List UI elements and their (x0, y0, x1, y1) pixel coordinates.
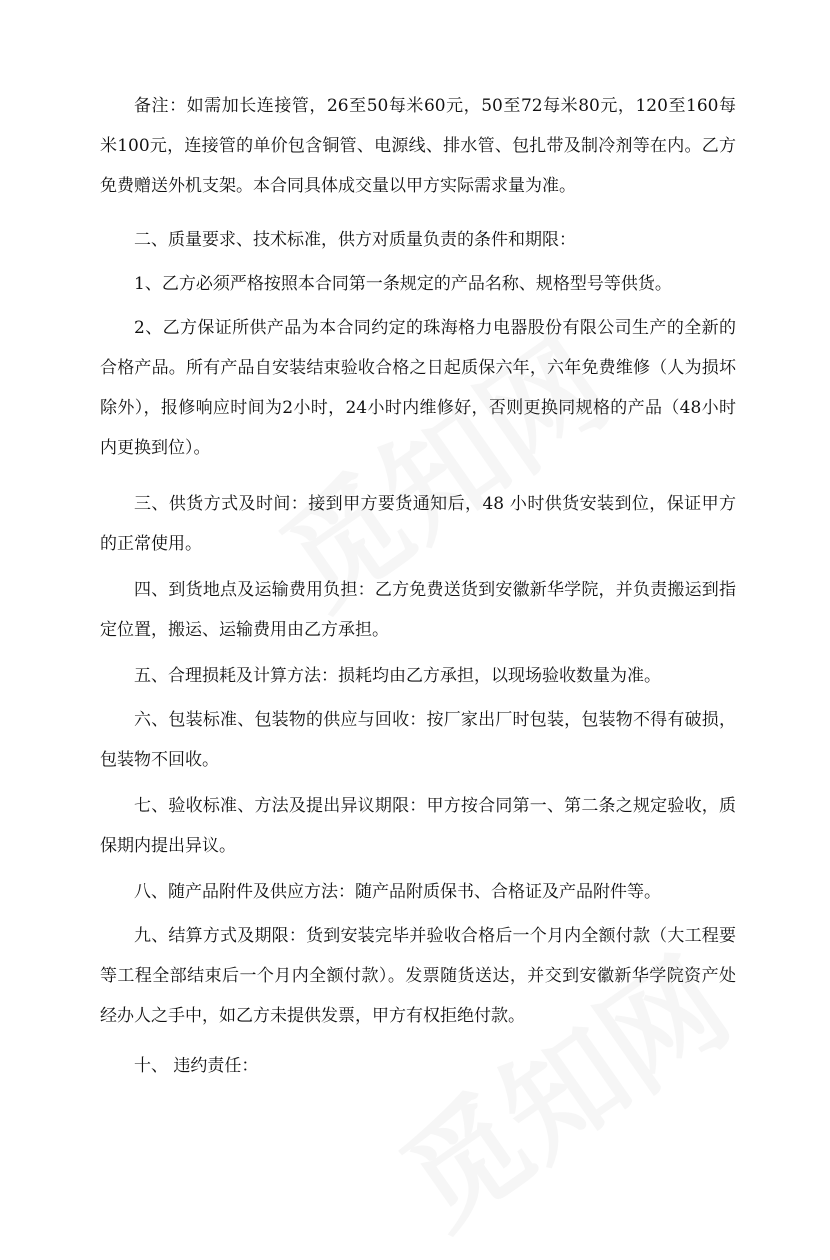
paragraph-note: 备注：如需加长连接管，26至50每米60元，50至72每米80元，120至160每米100元，连接管的单价包含铜管、电源线、排水管、包扎带及制冷剂等在内。乙方免费赠送外机支架。本合同具体成交量以甲方实际需求量为准。 (100, 96, 736, 196)
paragraph-quality-1: 1、乙方必须严格按照本合同第一条规定的产品名称、规格型号等供货。 (134, 274, 672, 294)
paragraph-quality-2: 2、乙方保证所供产品为本合同约定的珠海格力电器股份有限公司生产的全新的合格产品。所有产品自安装结束验收合格之日起质保六年，六年免费维修（人为损坏除外），报修响应时间为2小时，24小时内维修好，否则更换同规格的产品（48小时内更换到位）。 (100, 318, 736, 458)
paragraph-settlement: 九、结算方式及期限：货到安装完毕并验收合格后一个月内全额付款（大工程要等工程全部结束后一个月内全额付款）。发票随货送达，并交到安徽新华学院资产处经办人之手中，如乙方未提供发票，甲方有权拒绝付款。 (100, 926, 736, 1026)
paragraph-liability: 十、 违约责任： (134, 1056, 259, 1076)
paragraph-attachments: 八、随产品附件及供应方法：随产品附质保书、合格证及产品附件等。 (134, 882, 661, 902)
paragraph-supply-method: 三、供货方式及时间：接到甲方要货通知后，48 小时供货安装到位，保证甲方的正常使用。 (100, 494, 736, 554)
paragraph-packaging: 六、包装标准、包装物的供应与回收：按厂家出厂时包装，包装物不得有破损，包装物不回收。 (100, 710, 736, 770)
paragraph-quality-heading: 二、质量要求、技术标准，供方对质量负责的条件和期限： (134, 230, 576, 250)
paragraph-delivery: 四、到货地点及运输费用负担：乙方免费送货到安徽新华学院，并负责搬运到指定位置，搬运、运输费用由乙方承担。 (100, 580, 736, 640)
paragraph-loss: 五、合理损耗及计算方法：损耗均由乙方承担，以现场验收数量为准。 (134, 666, 661, 686)
paragraph-acceptance: 七、验收标准、方法及提出异议期限：甲方按合同第一、第二条之规定验收，质保期内提出异议。 (100, 796, 736, 856)
